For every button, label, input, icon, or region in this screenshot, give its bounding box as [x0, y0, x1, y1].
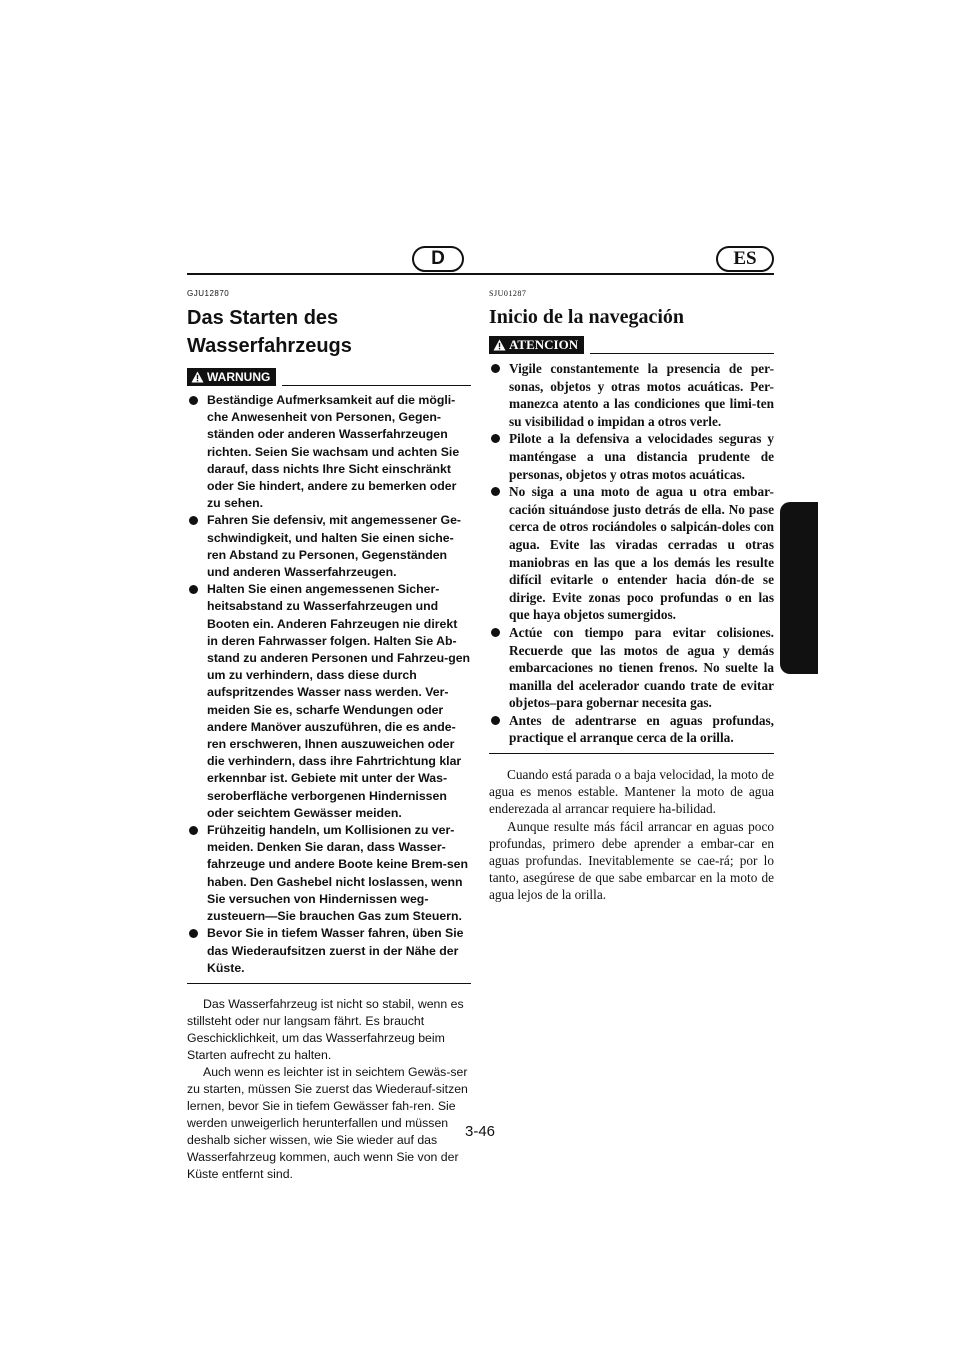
- list-item-text: Vigile constantemente la presencia de per-sonas, objetos y otras motos acuáticas. Per-manezca atento a las condiciones que limi-ten su visibilidad o impidan a otros verle.: [509, 361, 774, 429]
- list-item-text: No siga a una moto de agua u otra embar-cación situándose justo detrás de ella. No pase cerca de otros rociándoles o salpicán-doles con agua. Evite las viradas cerradas u otras maniobras en las que a los demás les resulte difícil evitarle o entender hacia dón-de se dirige. Evite zonas poco profundas o en las que haya objetos sumergidos.: [509, 484, 774, 623]
- warning-list: [489, 360, 774, 747]
- paragraph: Das Wasserfahrzeug ist nicht so stabil, wenn es stillsteht oder nur langsam fährt. Es braucht Geschicklichkeit, um das Wasserfahrzeug beim Starten aufrecht zu halten.: [187, 996, 464, 1062]
- paragraph: Cuando está parada o a baja velocidad, la moto de agua es menos estable. Mantener la moto de agua enderezada al arrancar requiere ha-bilidad.: [489, 767, 774, 817]
- list-item: [187, 822, 471, 925]
- warning-label: [489, 336, 584, 354]
- section-code: SJU01287: [489, 289, 527, 298]
- section-title-line1: Das Starten des: [187, 307, 339, 329]
- warning-end-rule: [187, 983, 471, 984]
- warning-end-rule: [489, 753, 774, 754]
- list-item: [187, 581, 471, 822]
- paragraph: Aunque resulte más fácil arrancar en aguas poco profundas, primero debe aprender a embar-car en aguas profundas. Inevitablemente se cae-rá; por lo tanto, asegúrese de que sabe embarcar en la moto de agua lejos de la orilla.: [489, 818, 774, 903]
- list-item: [187, 925, 471, 977]
- header-rule: [187, 273, 774, 275]
- page-number: 3-46: [464, 1123, 496, 1140]
- list-item-text: Antes de adentrarse en aguas profundas, practique el arranque cerca de la orilla.: [509, 712, 774, 746]
- list-item: [489, 624, 774, 712]
- list-item-text: Frühzeitig handeln, um Kollisionen zu ver-meiden. Denken Sie daran, dass Wasser-fahrzeuge und andere Boote keine Brem-sen haben. Den Gashebel nicht loslassen, wenn Sie versuchen von Hindernissen weg-zusteuern—Sie brauchen Gas zum Steuern.: [207, 823, 469, 924]
- list-item-text: Halten Sie einen angemessenen Sicher-heitsabstand zu Wasserfahrzeugen und Booten ein. Anderen Fahrzeugen nie direkt in deren Fahrwasser folgen. Halten Sie Ab-stand zu anderen Personen und Fahrzeu-gen um zu verhindern, dass diese durch aufspritzendes Wasser nass werden. Ver-meiden Sie es, scharfe Wendungen oder andere Manöver auszuführen, die es ande-ren erschweren, Ihnen auszuweichen oder die verhindern, dass ihre Fahrtrichtung klar erkennbar ist. Gebiete mit unter der Was-seroberfläche verborgenen Hindernissen oder seichtem Gewässer meiden.: [207, 582, 471, 820]
- list-item: [187, 392, 471, 512]
- warning-label-text: WARNUNG: [207, 370, 271, 384]
- warning-list: [187, 392, 471, 977]
- bullet-icon: [491, 487, 500, 496]
- list-item-text: Fahren Sie defensiv, mit angemessener Ge-schwindigkeit, und halten Sie einen siche-ren Abstand zu Personen, Gegenständen und anderen Wasserfahrzeugen.: [207, 513, 462, 580]
- bullet-icon: [491, 434, 500, 443]
- list-item: [489, 360, 774, 430]
- list-item: [187, 512, 471, 581]
- section-title: Inicio de la navegación: [489, 306, 685, 328]
- list-item-text: Bevor Sie in tiefem Wasser fahren, üben Sie das Wiederaufsitzen zuerst in der Nähe der Küste.: [207, 926, 464, 975]
- chapter-thumb-tab: [780, 502, 818, 674]
- section-title: [187, 304, 471, 360]
- bullet-icon: [189, 585, 198, 594]
- bullet-icon: [189, 826, 198, 835]
- language-badge-spanish: ES: [716, 246, 774, 272]
- warning-header: [489, 334, 774, 354]
- list-item: [489, 483, 774, 624]
- warning-triangle-icon: [191, 371, 204, 383]
- section-code: GJU12870: [187, 289, 230, 298]
- bullet-icon: [491, 716, 500, 725]
- language-badge-german: D: [412, 246, 464, 272]
- warning-triangle-icon: [493, 339, 506, 351]
- warning-label: [187, 368, 276, 386]
- bullet-icon: [189, 516, 198, 525]
- warning-rule: [282, 385, 471, 386]
- bullet-icon: [491, 364, 500, 373]
- list-item: [489, 712, 774, 747]
- list-item-text: Actúe con tiempo para evitar colisiones. Recuerde que las motos de agua y demás embarcaciones no tienen frenos. No suelte la manilla del acelerador cuando trate de evitar objetos–para gobernar necesita gas.: [509, 624, 774, 711]
- warning-rule: [590, 353, 774, 354]
- warning-header: [187, 366, 471, 386]
- body-text: [187, 996, 471, 1183]
- paragraph: Auch wenn es leichter ist in seichtem Gewäs-ser zu starten, müssen Sie zuerst das Wiederauf-sitzen lernen, bevor Sie in tiefem Gewässer fah-ren. Sie werden unweigerlich herunterfallen und müssen deshalb sicher wissen, wie Sie wieder auf das Wasserfahrzeug kommen, auch wenn Sie von der Küste entfernt sind.: [187, 1064, 468, 1181]
- bullet-icon: [189, 929, 198, 938]
- spanish-column: [489, 289, 774, 904]
- warning-label-text: ATENCION: [509, 337, 579, 352]
- german-column: [187, 289, 471, 1183]
- bullet-icon: [189, 396, 198, 405]
- list-item-text: Beständige Aufmerksamkeit auf die mögli-che Anwesenheit von Personen, Gegen-ständen oder anderen Wasserfahrzeugen richten. Seien Sie wachsam und achten Sie darauf, dass nichts Ihre Sicht einschränkt oder Sie hindert, andere zu bemerken oder zu sehen.: [207, 393, 460, 511]
- section-title-line2: Wasserfahrzeugs: [187, 335, 352, 357]
- body-text: [489, 766, 774, 904]
- bullet-icon: [491, 628, 500, 637]
- list-item: [489, 430, 774, 483]
- list-item-text: Pilote a la defensiva a velocidades seguras y manténgase a una distancia prudente de personas, objetos y otras motos acuáticas.: [509, 431, 774, 482]
